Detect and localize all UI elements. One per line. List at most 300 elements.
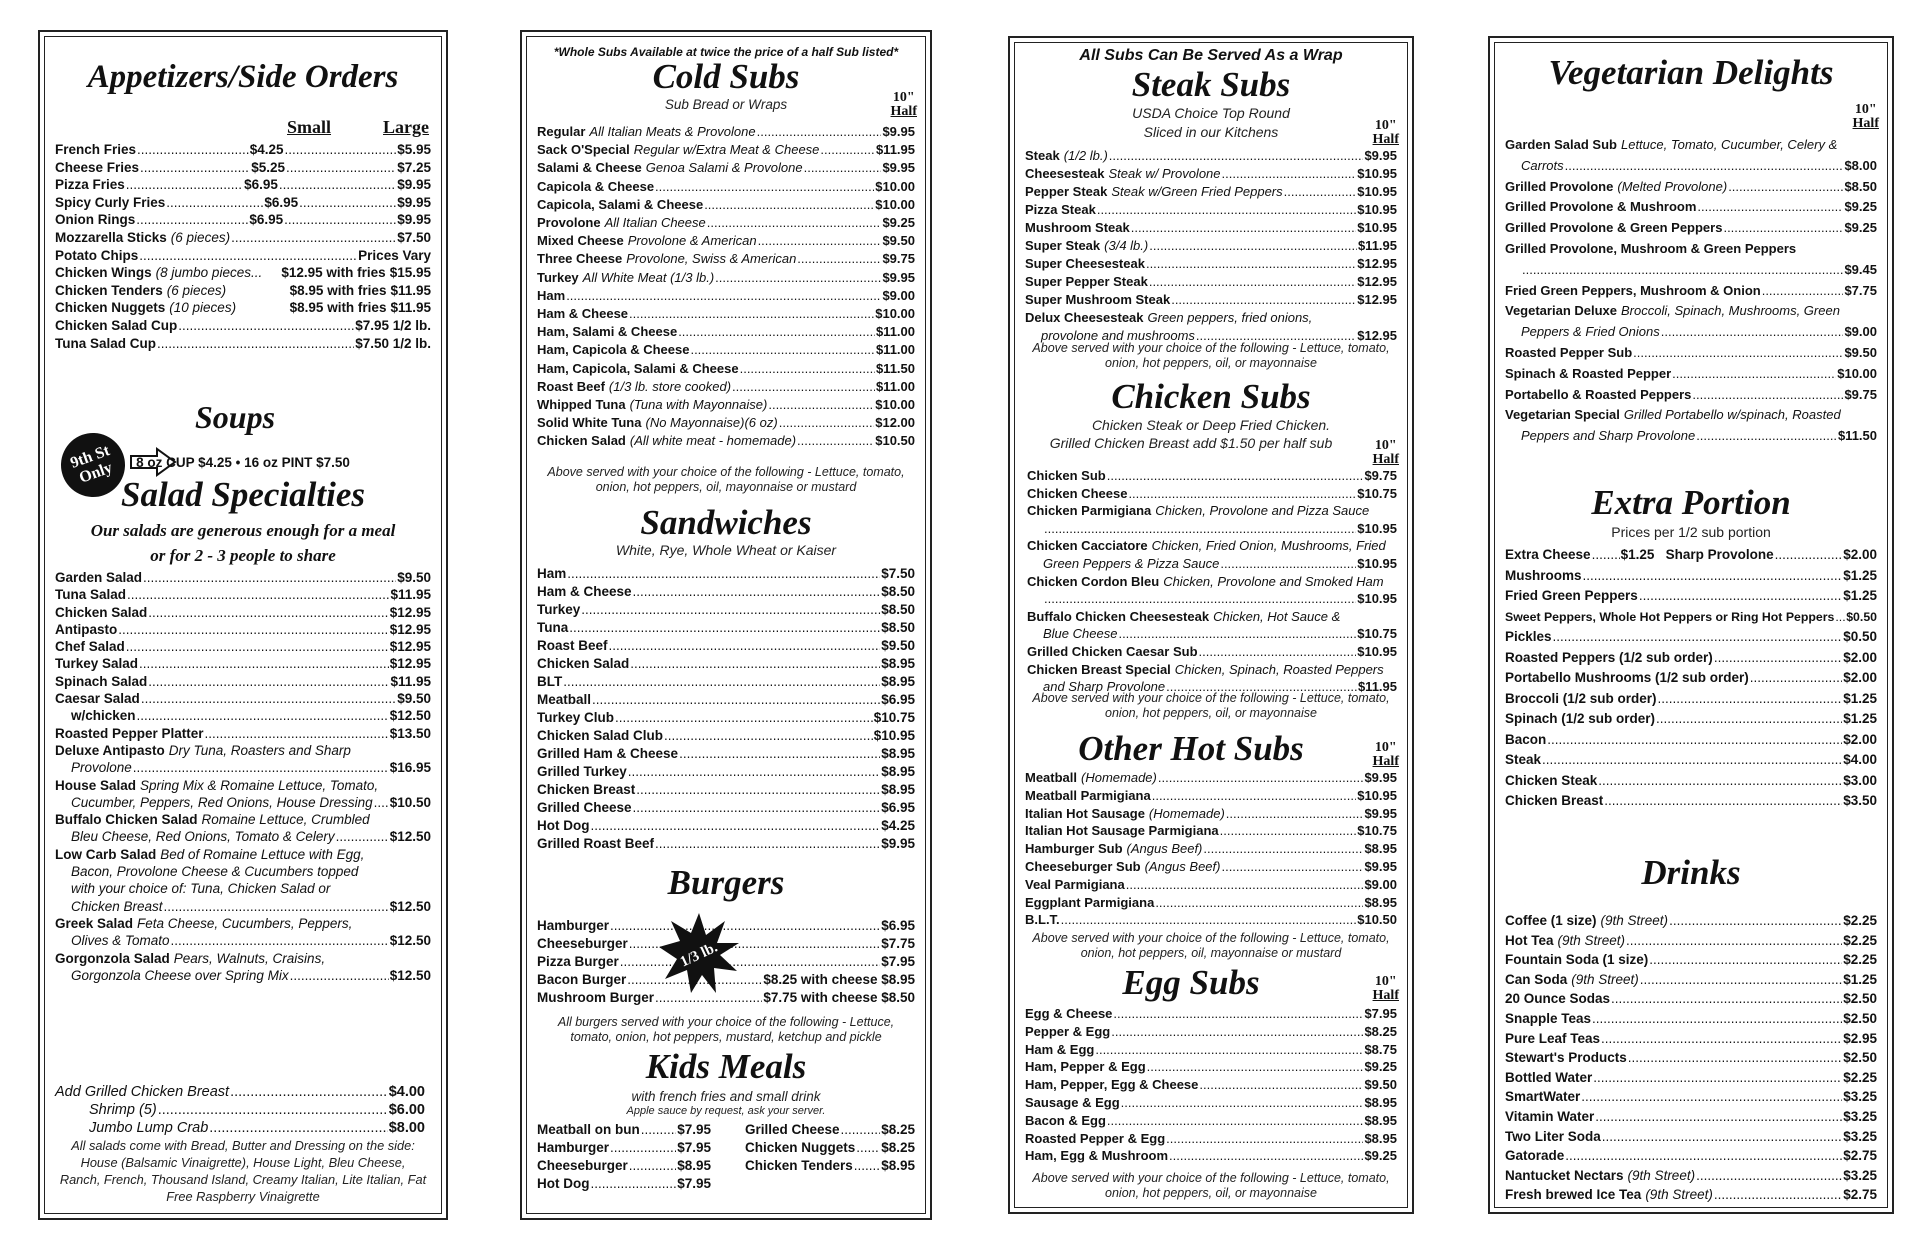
small-column-label: Small xyxy=(287,117,332,137)
leader-dots xyxy=(1649,950,1842,970)
item-price-large: $11.95 xyxy=(390,300,431,316)
item-price: $12.95 xyxy=(389,656,431,672)
menu-item-row xyxy=(1505,668,1877,689)
item-price: $6.95 xyxy=(881,918,915,933)
item-description: (Tuna with Mayonnaise) xyxy=(629,397,768,413)
leader-dots xyxy=(1147,1058,1364,1076)
leader-dots xyxy=(285,141,397,159)
leader-dots xyxy=(143,569,396,586)
appetizer-row xyxy=(55,229,431,247)
item-price: $7.50 xyxy=(881,566,915,581)
item-name: Grilled Cheese xyxy=(537,800,632,815)
item-description: Spring Mix & Romaine Lettuce, Tomato, xyxy=(140,777,379,793)
item-name: Roast Beef xyxy=(537,638,608,653)
menu-item-continuation xyxy=(1505,260,1877,281)
leader-dots xyxy=(1226,805,1364,823)
item-name: Solid White Tuna xyxy=(537,415,642,431)
menu-item-row xyxy=(1027,485,1397,503)
menu-item-row xyxy=(55,655,431,672)
leader-dots xyxy=(1284,183,1357,201)
leader-dots xyxy=(768,396,874,414)
item-price: $7.95 xyxy=(677,1140,711,1155)
leader-dots xyxy=(1149,273,1356,291)
menu-item-row xyxy=(1025,183,1397,201)
menu-item-row xyxy=(537,817,915,835)
item-name: Chicken Sub xyxy=(1027,468,1106,483)
item-name: Chicken Breast xyxy=(1505,793,1604,808)
item-description: provolone and mushrooms xyxy=(1041,328,1195,343)
steak-subs-list xyxy=(1025,147,1397,345)
item-name: Coffee (1 size) xyxy=(1505,913,1597,928)
item-price-large: $15.95 xyxy=(389,265,431,281)
steak-subs-title: Steak Subs xyxy=(1131,65,1291,104)
menu-item-row xyxy=(537,835,915,853)
item-price-large: $7.50 1/2 lb. xyxy=(355,335,431,351)
item-price: $7.75 with cheese $8.50 xyxy=(763,990,915,1005)
menu-item-row xyxy=(1025,1041,1397,1059)
leader-dots xyxy=(1109,147,1364,165)
item-name: Regular xyxy=(537,124,586,139)
item-description: Bleu Cheese, Red Onions, Tomato & Celery xyxy=(71,829,335,845)
item-name: Spinach & Roasted Pepper xyxy=(1505,365,1672,381)
item-price: $11.00 xyxy=(875,342,915,358)
item-price: $10.00 xyxy=(875,178,915,194)
menu-item-row xyxy=(1505,197,1877,218)
extra-portion-title: Extra Portion xyxy=(1591,483,1791,522)
leader-dots xyxy=(758,232,882,250)
item-price: $10.95 xyxy=(1357,591,1397,607)
half-label: Half xyxy=(1372,988,1399,1003)
item-name: Snapple Teas xyxy=(1505,1010,1592,1026)
menu-item-row xyxy=(537,159,915,177)
chicken-size-header xyxy=(1373,439,1399,467)
item-price: $2.25 xyxy=(1843,913,1877,928)
chicken-subtitle-2: Grilled Chicken Breast add $1.50 per half sub xyxy=(1049,435,1333,451)
item-description: Provolone & American xyxy=(627,233,757,249)
item-name: Pure Leaf Teas xyxy=(1505,1030,1601,1046)
leader-dots xyxy=(1203,840,1363,858)
menu-item-row xyxy=(1025,201,1397,219)
item-description: (9th Street) xyxy=(1645,1187,1713,1203)
item-description: (Angus Beef) xyxy=(1144,858,1221,874)
leader-dots xyxy=(655,835,880,853)
leader-dots xyxy=(205,725,389,742)
item-name: Turkey Salad xyxy=(55,656,139,672)
menu-item-row xyxy=(1025,805,1397,823)
item-name: Ham, Egg & Mushroom xyxy=(1025,1148,1169,1164)
item-name: Chicken Nuggets xyxy=(745,1140,856,1155)
item-description: Carrots xyxy=(1521,157,1564,173)
leader-dots xyxy=(610,1139,676,1157)
leader-dots xyxy=(707,214,882,232)
menu-item-row xyxy=(1505,607,1877,628)
leader-dots xyxy=(841,1121,881,1139)
item-name: Vegetarian Special xyxy=(1505,407,1620,423)
menu-item-continuation xyxy=(55,967,431,984)
leader-dots xyxy=(1171,291,1356,309)
menu-item-row xyxy=(55,569,431,586)
item-name: Super Cheesesteak xyxy=(1025,256,1145,271)
item-name: Cheeseburger Sub xyxy=(1025,858,1141,874)
egg-subs-title: Egg Subs xyxy=(1122,963,1260,1002)
item-price: $9.95 xyxy=(881,836,915,851)
menu-item-row xyxy=(1025,787,1397,805)
item-price: $8.25 xyxy=(881,1122,915,1137)
leader-dots xyxy=(1611,989,1842,1009)
leader-dots xyxy=(1592,1009,1842,1029)
item-name: Garden Salad xyxy=(55,570,143,585)
item-price-large: $9.95 xyxy=(397,177,431,193)
item-name: Ham & Cheese xyxy=(537,584,632,599)
menu-item-row xyxy=(1505,950,1877,970)
item-description: (9th Street) xyxy=(1557,932,1626,948)
chicken-subs-title: Chicken Subs xyxy=(1111,377,1311,416)
leader-dots xyxy=(1658,689,1843,710)
item-name: Chicken Tenders xyxy=(55,282,163,298)
leader-dots xyxy=(164,898,389,915)
item-name: Sausage & Egg xyxy=(1025,1094,1120,1110)
item-description: (Melted Provolone) xyxy=(1617,178,1728,194)
menu-item-row xyxy=(537,269,915,287)
menu-item-row xyxy=(55,604,431,621)
menu-item-row xyxy=(537,799,915,817)
item-price: $11.50 xyxy=(875,360,915,376)
leader-dots xyxy=(137,707,389,724)
leader-dots xyxy=(136,211,248,229)
leader-dots xyxy=(581,601,880,619)
item-name: Grilled Provolone & Green Peppers xyxy=(1505,220,1723,236)
menu-item-row xyxy=(1505,1087,1877,1107)
steak-subtitle-2: Sliced in our Kitchens xyxy=(1143,124,1279,140)
menu-item-row xyxy=(1505,385,1877,406)
item-name: Salami & Cheese xyxy=(537,160,642,176)
item-name: Veal Parmigiana xyxy=(1025,876,1125,892)
menu-item-continuation xyxy=(1027,520,1397,538)
item-price: $10.95 xyxy=(873,728,915,743)
menu-item-row xyxy=(55,777,431,794)
menu-item-row xyxy=(537,619,915,637)
item-price: $9.00 xyxy=(1364,876,1397,892)
item-name: Tuna xyxy=(537,620,569,635)
menu-item-row xyxy=(1025,1058,1397,1076)
item-name: Bacon & Egg xyxy=(1025,1112,1106,1128)
appetizer-row xyxy=(55,141,431,159)
item-name: Sweet Peppers, Whole Hot Peppers or Ring Hot Peppers xyxy=(1505,609,1835,624)
menu-item-row xyxy=(537,178,915,196)
item-description: (Homemade) xyxy=(1081,770,1157,785)
item-description: (9th Street) xyxy=(1627,1167,1696,1183)
item-mid: $1.25 Sharp Provolone xyxy=(1620,547,1774,562)
item-description: Olives & Tomato xyxy=(71,933,170,949)
item-price: $12.95 xyxy=(1357,256,1397,271)
menu-item-row xyxy=(537,763,915,781)
item-name: Fried Green Peppers, Mushroom & Onion xyxy=(1505,282,1761,298)
item-description: Chicken, Provolone and Pizza Sauce xyxy=(1155,503,1370,519)
item-price: $8.25 with cheese $8.95 xyxy=(763,972,915,987)
steak-note: Above served with your choice of the following - Lettuce, tomato, onion, hot peppers, oil, or mayonnaise xyxy=(1032,341,1390,370)
leader-dots xyxy=(1581,1087,1842,1107)
item-price: $8.25 xyxy=(1364,1023,1397,1039)
leader-dots xyxy=(1128,485,1356,503)
kids-list-left xyxy=(537,1121,711,1193)
menu-item-row xyxy=(1505,689,1877,710)
size-label: 10" xyxy=(1374,118,1397,133)
item-price: $8.50 xyxy=(881,584,915,599)
item-name: Chicken Steak xyxy=(1505,772,1598,788)
leader-dots xyxy=(1113,1005,1363,1023)
item-price: $7.95 xyxy=(677,1176,711,1191)
wrap-note: All Subs Can Be Served As a Wrap xyxy=(1079,47,1343,64)
size-label: 10" xyxy=(1854,102,1877,117)
leader-dots xyxy=(148,604,388,621)
item-price: $8.50 xyxy=(881,602,915,617)
item-name: Grilled Provolone xyxy=(1505,178,1614,194)
item-price: $7.95 xyxy=(1364,1006,1397,1021)
appetizer-row xyxy=(55,335,431,353)
item-name: Chicken Salad Cup xyxy=(55,317,178,333)
item-name: Low Carb Salad xyxy=(55,846,157,862)
menu-item-row xyxy=(55,915,431,932)
item-description-line: with your choice of: Tuna, Chicken Salad or xyxy=(71,881,331,897)
menu-item-row xyxy=(537,583,915,601)
item-price: $9.75 xyxy=(1364,468,1397,483)
item-price: $9.75 xyxy=(1844,386,1877,402)
menu-item-row xyxy=(1027,661,1397,679)
item-name: Ham, Pepper, Egg & Cheese xyxy=(1025,1077,1199,1093)
appetizer-row xyxy=(55,282,431,300)
leader-dots xyxy=(1044,590,1356,608)
item-name: Broccoli (1/2 sub order) xyxy=(1505,690,1657,706)
item-price: $9.95 xyxy=(1364,148,1397,163)
item-name: Roasted Peppers (1/2 sub order) xyxy=(1505,649,1713,665)
item-name: Roasted Pepper Sub xyxy=(1505,344,1633,360)
item-description: Genoa Salami & Provolone xyxy=(645,160,803,176)
item-description: All Italian Cheese xyxy=(604,215,706,231)
item-name: Meatball on bun xyxy=(537,1122,640,1137)
one-third-lb-burst-icon xyxy=(659,913,739,993)
item-name: Steak xyxy=(1505,752,1542,767)
item-name: Chicken Cheese xyxy=(1027,485,1128,501)
menu-item-row xyxy=(537,727,915,745)
steak-subtitle-1: USDA Choice Top Round xyxy=(1132,105,1290,121)
menu-item-row xyxy=(1027,502,1397,520)
item-price: $8.75 xyxy=(1364,1041,1397,1057)
item-name: Provolone xyxy=(537,215,601,231)
vegetarian-list xyxy=(1505,135,1877,447)
size-label: 10" xyxy=(1374,740,1397,755)
item-name: Cheese Fries xyxy=(55,159,140,175)
item-price-large: $11.95 xyxy=(390,282,431,298)
item-price: $9.50 xyxy=(1844,344,1877,360)
item-name: Steak xyxy=(1025,148,1060,163)
item-price: $8.95 xyxy=(1364,894,1397,910)
leader-dots xyxy=(1750,668,1842,689)
half-label: Half xyxy=(1372,754,1399,769)
leader-dots xyxy=(1152,787,1357,805)
item-name: Pizza Steak xyxy=(1025,202,1096,217)
item-name: Meatball xyxy=(537,692,592,707)
item-name: Roasted Pepper Platter xyxy=(55,725,204,741)
menu-item-row xyxy=(537,1139,711,1157)
panel-hot-subs xyxy=(1008,36,1414,1214)
item-price: $10.95 xyxy=(1357,202,1397,217)
leader-dots xyxy=(126,638,389,655)
item-name: Super Steak xyxy=(1025,238,1101,253)
item-price: $2.00 xyxy=(1843,731,1877,747)
item-name: Chicken Salad xyxy=(55,604,148,620)
item-name: Chicken Cacciatore xyxy=(1027,538,1148,554)
menu-item-row xyxy=(1505,1048,1877,1068)
menu-item-row xyxy=(1027,537,1397,555)
item-price: $7.95 xyxy=(881,954,915,969)
item-name: Greek Salad xyxy=(55,915,134,931)
leader-dots xyxy=(127,586,389,603)
leader-dots xyxy=(166,194,263,212)
item-price: $3.25 xyxy=(1843,1128,1877,1144)
cold-subs-subtitle: Sub Bread or Wraps xyxy=(664,97,788,112)
item-price: $2.75 xyxy=(1843,1148,1877,1164)
item-name: Ham & Egg xyxy=(1025,1041,1095,1057)
leader-dots xyxy=(1522,260,1843,281)
item-name: Chicken Salad Club xyxy=(537,728,664,743)
leader-dots xyxy=(779,414,875,432)
kids-list-right xyxy=(745,1121,915,1175)
burst-label: 1/3 lb. xyxy=(677,939,721,971)
leader-dots xyxy=(1775,545,1843,566)
item-name: Buffalo Chicken Salad xyxy=(55,812,198,828)
leader-dots xyxy=(630,655,880,673)
salads-title: Salad Specialties xyxy=(120,475,366,514)
leader-dots xyxy=(139,655,389,672)
menu-item-row xyxy=(1027,643,1397,661)
item-name: Ham & Cheese xyxy=(537,306,629,322)
leader-dots xyxy=(1633,343,1843,364)
item-price: $9.00 xyxy=(1844,324,1877,340)
item-name: BLT xyxy=(537,674,563,689)
item-price: $8.95 xyxy=(881,746,915,761)
item-price: $2.00 xyxy=(1843,649,1877,665)
item-name: Super Pepper Steak xyxy=(1025,274,1148,289)
leader-dots xyxy=(1669,911,1842,931)
menu-item-row xyxy=(55,725,431,742)
leader-dots xyxy=(374,794,389,811)
item-price: $0.50 xyxy=(1846,609,1877,624)
item-price: $10.95 xyxy=(1357,787,1397,803)
menu-item-row xyxy=(1505,1107,1877,1127)
item-description-line: Bacon, Provolone Cheese & Cucumbers topped xyxy=(71,864,359,880)
cold-subs-note: Above served with your choice of the following - Lettuce, tomato, onion, hot peppers, oil, mayonnaise or mustard xyxy=(547,465,905,494)
menu-item-continuation xyxy=(1505,322,1877,343)
leader-dots xyxy=(1626,931,1842,951)
item-price: $1.25 xyxy=(1843,588,1877,603)
item-name: Italian Hot Sausage Parmigiana xyxy=(1025,823,1219,839)
salads-subtitle: Our salads are generous enough for a meal or for 2 - 3 people to share xyxy=(90,521,396,565)
menu-item-row xyxy=(1505,911,1877,931)
item-description: (3/4 lb.) xyxy=(1104,238,1149,253)
item-price-large: $7.95 1/2 lb. xyxy=(355,317,431,333)
leader-dots xyxy=(609,637,881,655)
item-name: Gatorade xyxy=(1505,1148,1565,1164)
menu-item-row xyxy=(537,196,915,214)
item-price-small: $8.95 with fries xyxy=(289,282,387,298)
panel-inner xyxy=(1494,42,1888,1208)
menu-item-row xyxy=(1025,237,1397,255)
item-price-large: Prices Vary xyxy=(358,247,431,263)
item-price: $2.50 xyxy=(1843,991,1877,1007)
leader-dots xyxy=(209,1119,387,1137)
menu-item-row xyxy=(1505,135,1877,156)
menu-item-row xyxy=(1025,1147,1397,1165)
salads-footer: All salads come with Bread, Butter and Dressing on the side: House (Balsamic Vinaigrette), House Light, Bleu Cheese, Ranch, French, Thousand Island, Creamy Italian, Lite Italian, Fat Free Raspberry Vinaigrette xyxy=(59,1138,427,1204)
item-name: Mixed Cheese xyxy=(537,233,624,249)
item-name: Mushrooms xyxy=(1505,567,1582,583)
leader-dots xyxy=(1692,385,1843,406)
item-price: $12.50 xyxy=(389,967,431,983)
steak-size-header xyxy=(1373,119,1399,147)
item-name: Grilled Ham & Cheese xyxy=(537,746,679,761)
burgers-title: Burgers xyxy=(667,863,785,902)
leader-dots xyxy=(641,1121,676,1139)
item-price: $6.95 xyxy=(881,692,915,707)
menu-item-row xyxy=(55,586,431,603)
menu-item-row xyxy=(537,1175,711,1193)
veg-size-header xyxy=(1853,103,1879,131)
cold-subs-list xyxy=(537,123,915,451)
item-price: $6.95 xyxy=(881,800,915,815)
leader-dots xyxy=(1095,1041,1363,1059)
soups-title: Soups xyxy=(195,399,276,435)
leader-dots xyxy=(1593,1068,1842,1088)
leader-dots xyxy=(284,211,396,229)
menu-item-row xyxy=(55,690,431,707)
item-description: Chicken, Hot Sauce & xyxy=(1213,608,1341,624)
leader-dots xyxy=(118,621,388,638)
item-description: Cucumber, Peppers, Red Onions, House Dressing xyxy=(71,794,373,810)
item-price-large: $9.95 xyxy=(397,212,431,228)
item-price: $9.75 xyxy=(882,251,915,267)
menu-item-row xyxy=(537,396,915,414)
item-price: $2.75 xyxy=(1843,1187,1877,1203)
item-name: Super Mushroom Steak xyxy=(1025,292,1171,307)
item-price: $10.95 xyxy=(1357,220,1397,235)
item-name: Extra Cheese xyxy=(1505,547,1591,562)
item-name: Chef Salad xyxy=(55,639,125,655)
item-price: $3.25 xyxy=(1843,1167,1877,1183)
menu-item-row xyxy=(1505,343,1877,364)
menu-item-row xyxy=(1505,771,1877,792)
leader-dots xyxy=(628,763,880,781)
item-price: $2.00 xyxy=(1843,547,1877,562)
item-price: $11.50 xyxy=(1837,428,1877,444)
leader-dots xyxy=(1166,1130,1363,1148)
item-price: $12.50 xyxy=(389,708,431,724)
menu-item-row xyxy=(1505,931,1877,951)
item-price-small: $6.95 xyxy=(264,194,299,210)
leader-dots xyxy=(615,709,873,727)
item-price: $1.25 xyxy=(1843,567,1877,583)
menu-item-row xyxy=(1025,165,1397,183)
item-description: Blue Cheese xyxy=(1043,626,1118,642)
item-name: Spinach Salad xyxy=(55,673,148,689)
menu-item-continuation xyxy=(55,794,431,811)
item-price: $8.50 xyxy=(1844,178,1877,194)
menu-item-row xyxy=(1505,1166,1877,1186)
item-price: $4.25 xyxy=(881,818,915,833)
item-name: Bacon Burger xyxy=(537,972,627,987)
item-description: (6 pieces) xyxy=(170,229,231,245)
menu-item-row xyxy=(55,707,431,724)
item-description: Chicken Breast xyxy=(71,898,163,914)
